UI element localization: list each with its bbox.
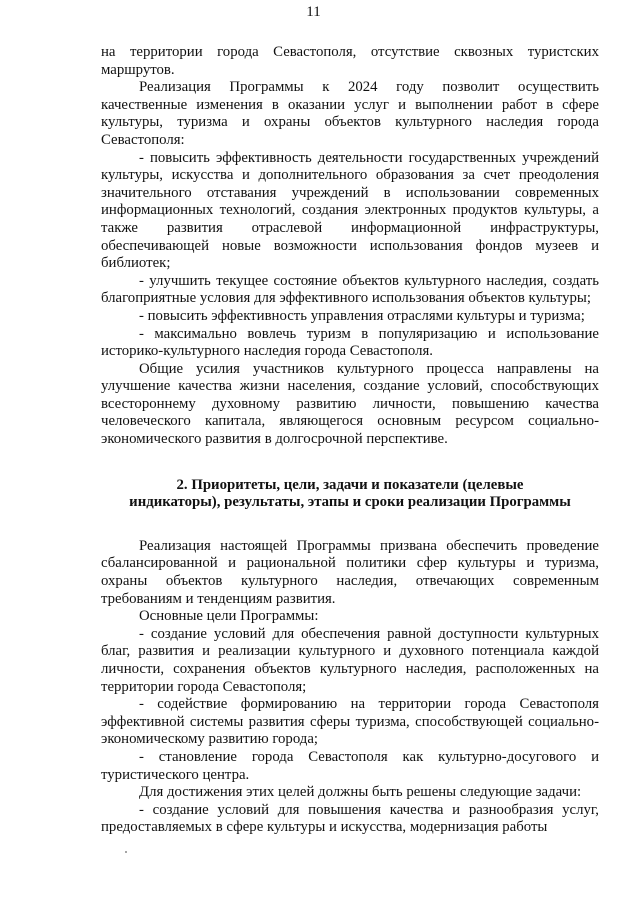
goals-label: Основные цели Программы: — [139, 608, 319, 625]
section-heading — [101, 477, 599, 512]
page-number: 11 — [306, 4, 321, 20]
paragraph-continuation: на территории города Севастополя, отсутствие сквозных туристских маршрутов. — [101, 44, 599, 78]
bullet-item: - максимально вовлечь туризм в популяризацию и использование историко-культурного наследия города Севастополя. — [101, 325, 599, 360]
paragraph-common-efforts: Общие усилия участников культурного процесса направлены на улучшение качества жизни населения, создание условий, способствующих всестороннему духовному развитию личности, повышению качества человеческого капитала, являющегося основным ресурсом социально-экономического развития в долгосрочной перспективе. — [101, 360, 599, 448]
goal-item: - создание условий для обеспечения равной доступности культурных благ, развития и реализации культурного и духовного потенциала каждой личности, сохранения объектов культурного наследия, расположенных на территории города Севастополя; — [101, 625, 599, 695]
bullet-item: - повысить эффективность деятельности государственных учреждений культуры, искусства и дополнительного образования за счет преодоления значительного отставания учреждений в использовании современных информационных технологий, создания электронных продуктов культуры, а также развития отраслевой информационной инфраструктуры, обеспечивающей новые возможности использования фондов музеев и библиотек; — [101, 149, 599, 272]
goal-item: - становление города Севастополя как культурно-досугового и туристического центра. — [101, 748, 599, 783]
document-body — [101, 44, 599, 837]
goal-item: - содействие формированию на территории города Севастополя эффективной системы развития сферы туризма, способствующей социально-экономическому развитию города; — [101, 696, 599, 748]
bullet-item: - повысить эффективность управления отраслями культуры и туризма; — [139, 307, 585, 324]
paragraph-program-purpose: Реализация настоящей Программы призвана обеспечить проведение сбалансированной и рациональной политики сфер культуры и туризма, охраны объектов культурного наследия, отвечающих современным требованиям и тенденциям развития. — [101, 537, 599, 607]
task-item: - создание условий для повышения качества и разнообразия услуг, предоставляемых в сфере культуры и искусства, модернизация работы — [101, 801, 599, 836]
scan-speck — [125, 851, 127, 853]
paragraph-realization-2024: Реализация Программы к 2024 году позволит осуществить качественные изменения в оказании услуг и выполнении работ в сфере культуры, туризма и охраны объектов культурного наследия города Севастополя: — [101, 79, 599, 148]
section-heading-line: индикаторы), результаты, этапы и сроки реализации Программы — [129, 494, 571, 511]
tasks-label: Для достижения этих целей должны быть решены следующие задачи: — [139, 784, 582, 801]
section-heading-line: 2. Приоритеты, цели, задачи и показатели (целевые — [176, 476, 524, 493]
bullet-item: - улучшить текущее состояние объектов культурного наследия, создать благоприятные условия для эффективного использования объектов культуры; — [101, 272, 599, 307]
